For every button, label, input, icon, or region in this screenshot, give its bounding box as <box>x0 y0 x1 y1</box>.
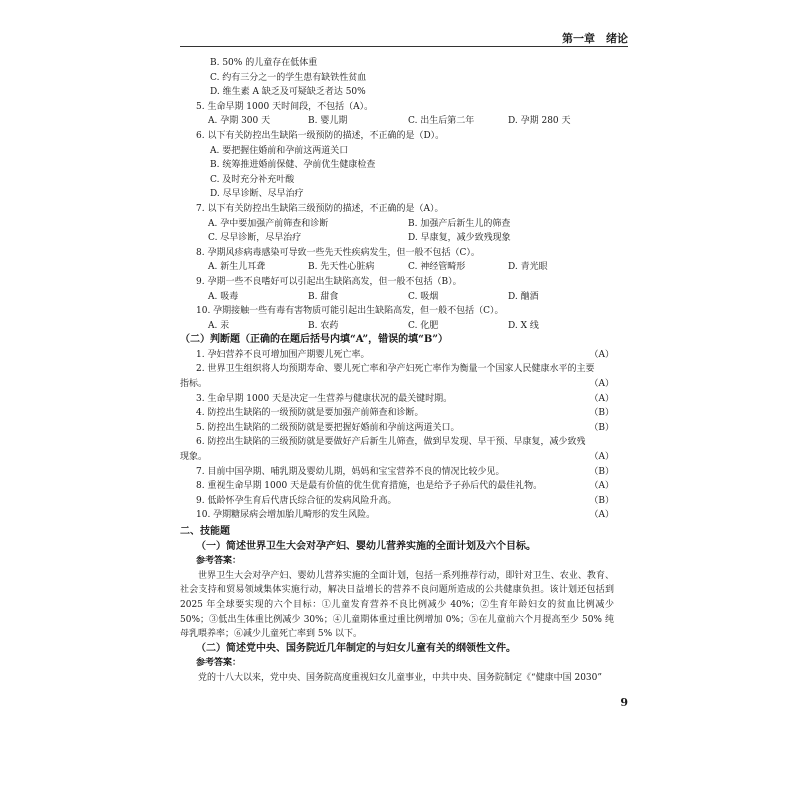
option: D. 酗酒 <box>508 291 539 302</box>
question-5-options <box>180 114 614 129</box>
judge-item: 5. 防控出生缺陷的二级预防就是要把握好婚前和孕前这两道关口。 （B） <box>196 422 614 433</box>
judge-item: 1. 孕妇营养不良可增加围产期婴儿死亡率。 （A） <box>196 349 614 360</box>
section-heading: 二、技能题 <box>180 526 230 537</box>
question-9: 9. 孕期一些不良嗜好可以引起出生缺陷高发，但一般不包括（B）。 <box>196 276 462 287</box>
option: D. X 线 <box>508 320 539 331</box>
skill-question-2: （二）简述党中央、国务院近几年制定的与妇女儿童有关的纲领性文件。 <box>196 642 516 654</box>
option: B. 甜食 <box>308 291 339 302</box>
judge-item: 现象。 （A） <box>180 452 614 463</box>
judge-item: 3. 生命早期 1000 天是决定一生营养与健康状况的最关键时期。 （A） <box>196 393 614 404</box>
page-header <box>0 30 800 44</box>
option-line: D. 尽早诊断、尽早治疗 <box>210 189 304 200</box>
option-line: C. 及时充分补充叶酸 <box>210 174 295 185</box>
option: B. 先天性心脏病 <box>308 262 375 273</box>
reference-answer-label: 参考答案： <box>196 556 242 567</box>
option: D. 早康复，减少致残现象 <box>408 233 511 244</box>
judge-item: 6. 防控出生缺陷的三级预防就是要做好产后新生儿筛查，做到早发现、早干预、早康复，减少致残 <box>196 437 586 448</box>
question-8: 8. 孕期风疹病毒感染可导致一些先天性疾病发生，但一般不包括（C）。 <box>196 247 480 258</box>
question-6: 6. 以下有关防控出生缺陷一级预防的描述，不正确的是（D）。 <box>196 130 445 141</box>
reference-answer-label: 参考答案： <box>196 658 242 669</box>
judge-item: 2. 世界卫生组织将人均预期寿命、婴儿死亡率和孕产妇死亡率作为衡量一个国家人民健康水平的主要 <box>196 364 595 375</box>
question-7-options <box>180 217 614 232</box>
option: C. 神经管畸形 <box>408 262 466 273</box>
option: C. 尽早诊断，尽早治疗 <box>208 233 302 244</box>
judge-item: 7. 目前中国孕期、哺乳期及婴幼儿期，妈妈和宝宝营养不良的情况比较少见。 （B） <box>196 466 614 477</box>
page-body <box>180 56 614 686</box>
option: D. 青光眼 <box>508 262 548 273</box>
option: A. 吸毒 <box>208 291 239 302</box>
question-10-options <box>180 319 614 334</box>
judge-item: 9. 低龄怀孕生育后代唐氏综合征的发病风险升高。 （B） <box>196 495 614 506</box>
option-line: B. 50% 的儿童存在低体重 <box>210 58 318 68</box>
answer-paragraph: 世界卫生大会对孕产妇、婴幼儿营养实施的全面计划，包括一系列推荐行动，即针对卫生、农业、教育、社会支持和贸易领域集体实施行动，解决日益增长的营养不良问题所造成的公共健康负担。该计划还包括到 2025 年全球要实现的六个目标：①儿童发育营养不良比例减少 40%；②生育年龄妇女的贫血比例减少 50%；③低出生体重比例减少 30%；④儿童期体重过重比例增加 0%；⑤在儿童前六个月提高至少 50% 纯母乳喂养率；⑥减少儿童死亡率到 5% 以下。 <box>180 570 614 640</box>
chapter-title: 第一章 绪论 <box>562 32 628 45</box>
option: A. 汞 <box>208 320 230 331</box>
option-line: B. 统筹推进婚前保健、孕前优生健康检查 <box>210 160 376 171</box>
option: C. 出生后第二年 <box>408 116 475 127</box>
question-9-options <box>180 290 614 305</box>
header-rule <box>180 46 628 47</box>
option: C. 吸烟 <box>408 291 439 302</box>
option: D. 孕期 280 天 <box>508 116 571 127</box>
option-line: C. 约有三分之一的学生患有缺铁性贫血 <box>210 72 367 83</box>
option: C. 化肥 <box>408 320 439 331</box>
judge-item: 8. 重视生命早期 1000 天是最有价值的优生优育措施，也是给予子孙后代的最佳礼物。 （A） <box>196 481 614 492</box>
question-8-options <box>180 260 614 275</box>
option: B. 婴儿期 <box>308 116 348 127</box>
question-7-options <box>180 231 614 246</box>
page-number: 9 <box>620 696 628 709</box>
question-5: 5. 生命早期 1000 天时间段，不包括（A）。 <box>196 101 374 112</box>
option: B. 农药 <box>308 320 339 331</box>
answer-paragraph: 党的十八大以来，党中央、国务院高度重视妇女儿童事业，中共中央、国务院制定《“健康中国 2030” <box>198 672 602 683</box>
judge-item: 4. 防控出生缺陷的一级预防就是要加强产前筛查和诊断。 （B） <box>196 408 614 419</box>
option: B. 加强产后新生儿的筛查 <box>408 218 511 229</box>
judge-item: 10. 孕期糖尿病会增加胎儿畸形的发生风险。 （A） <box>196 510 614 521</box>
skill-question-1: （一）简述世界卫生大会对孕产妇、婴幼儿营养实施的全面计划及六个目标。 <box>196 540 536 552</box>
option: A. 新生儿耳聋 <box>208 262 266 273</box>
option: A. 孕期 300 天 <box>208 116 271 127</box>
question-7: 7. 以下有关防控出生缺陷三级预防的描述，不正确的是（A）。 <box>196 203 444 214</box>
question-10: 10. 孕期接触一些有毒有害物质可能引起出生缺陷高发，但一般不包括（C）。 <box>196 306 504 317</box>
judge-heading: （二）判断题（正确的在题后括号内填“A”，错误的填“B”） <box>180 334 449 346</box>
option-line: D. 维生素 A 缺乏及可疑缺乏者达 50% <box>210 87 366 98</box>
option-line: A. 要把握住婚前和孕前这两道关口 <box>210 145 349 156</box>
option: A. 孕中要加强产前筛查和诊断 <box>208 218 329 229</box>
judge-item: 指标。 （A） <box>180 379 614 390</box>
